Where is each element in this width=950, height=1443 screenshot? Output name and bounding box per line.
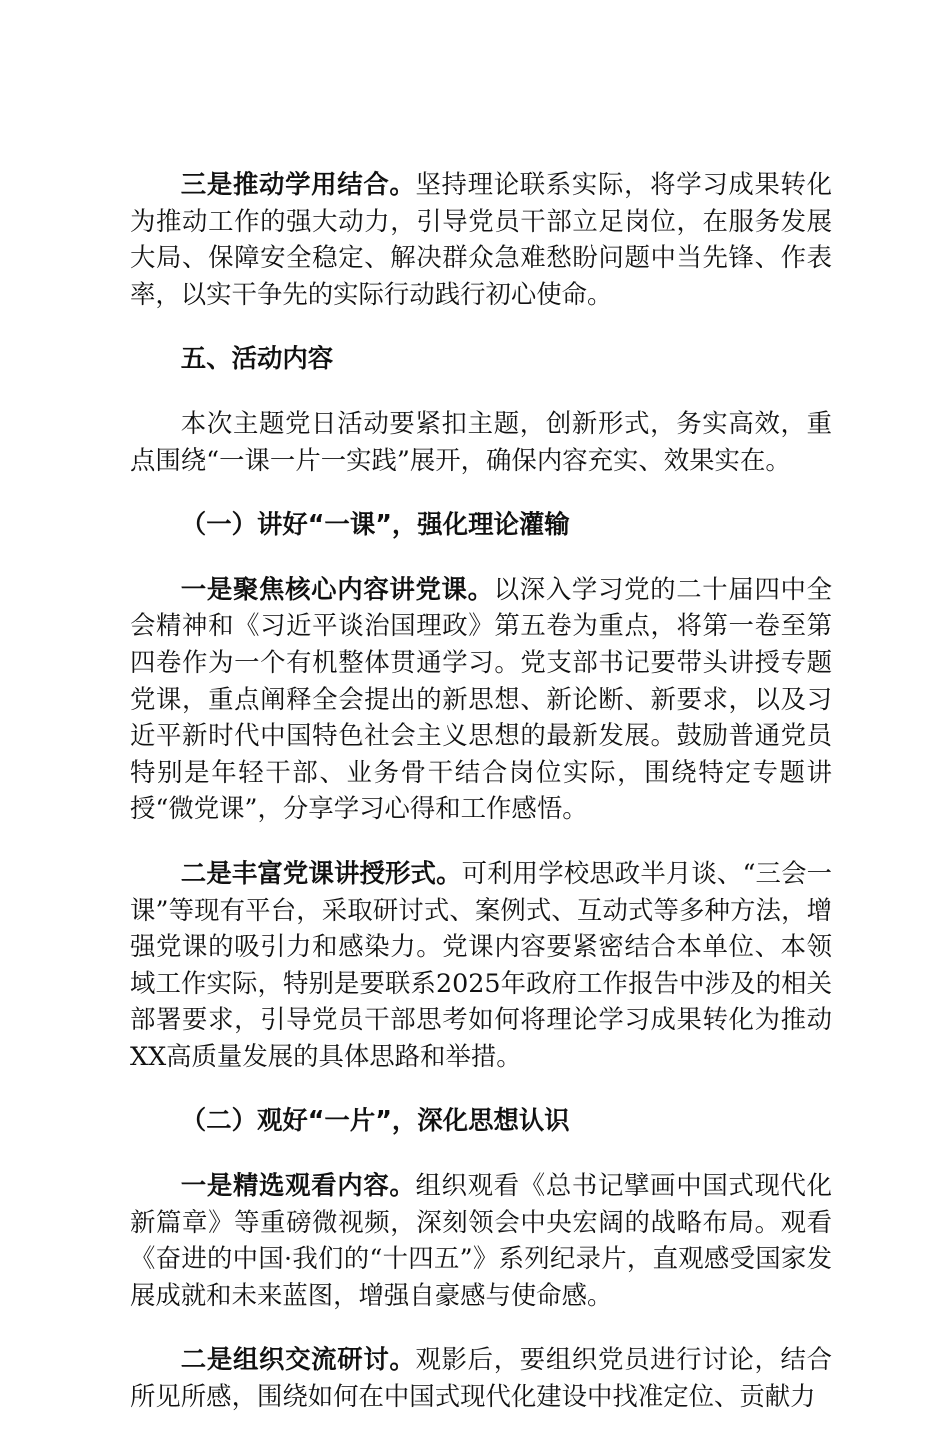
paragraph-text: 本次主题党日活动要紧扣主题，创新形式，务实高效，重点围绕“一课一片一实践”展开，确保内容充实、效果实在。 [130,407,832,475]
document-page [130,166,832,1443]
paragraph-organize-discussion [130,1341,832,1414]
paragraph-activity-intro [130,405,832,478]
paragraph-enrich-lesson-forms [130,855,832,1075]
paragraph-text: 观影后，要组织党员进行讨论，结合所见所感，围绕如何在中国式现代化建设中找准定位、贡献力 [130,1344,833,1412]
paragraph-text: 坚持理论联系实际，将学习成果转化为推动工作的强大动力，引导党员干部立足岗位，在服务发展大局、保障安全稳定、解决群众急难愁盼问题中当先锋、作表率，以实干争先的实际行动践行初心使命。 [130,169,833,309]
paragraph-text: 组织观看《总书记擘画中国式现代化新篇章》等重磅微视频，深刻领会中央宏阔的战略布局。观看《奋进的中国·我们的“十四五”》系列纪录片，直观感受国家发展成就和未来蓝图，增强自豪感与使命感。 [130,1170,833,1310]
paragraph-lead: 一是聚焦核心内容讲党课。 [180,573,494,604]
paragraph-lead: 二是丰富党课讲授形式。 [180,857,462,888]
subsection-heading-one-film: （二）观好“一片”，深化思想认识 [180,1105,570,1136]
paragraph-lead: 一是精选观看内容。 [180,1170,416,1201]
subsection-heading-one-lesson: （一）讲好“一课”，强化理论灌输 [180,509,570,540]
paragraph-focus-core-content [130,571,832,827]
paragraph-lead: 三是推动学用结合。 [180,169,416,199]
paragraph-text: 以深入学习党的二十届四中全会精神和《习近平谈治国理政》第五卷为重点，将第一卷至第四卷作为一个有机整体贯通学习。党支部书记要带头讲授专题党课，重点阐释全会提出的新思想、新论断、新要求，以及习近平新时代中国特色社会主义思想的最新发展。鼓励普通党员特别是年轻干部、业务骨干结合岗位实际，围绕特定专题讲授“微党课”，分享学习心得和工作感悟。 [130,573,833,824]
section-heading-activity-content: 五、活动内容 [180,343,334,374]
paragraph-select-viewing-content [130,1167,832,1313]
paragraph-lead: 二是组织交流研讨。 [180,1344,416,1375]
paragraph-promote-study-application [130,166,832,312]
paragraph-text: 可利用学校思政半月谈、“三会一课”等现有平台，采取研讨式、案例式、互动式等多种方法，增强党课的吸引力和感染力。党课内容要紧密结合本单位、本领域工作实际，特别是要联系2025年政府工作报告中涉及的相关部署要求，引导党员干部思考如何将理论学习成果转化为推动XX高质量发展的具体思路和举措。 [130,857,833,1071]
